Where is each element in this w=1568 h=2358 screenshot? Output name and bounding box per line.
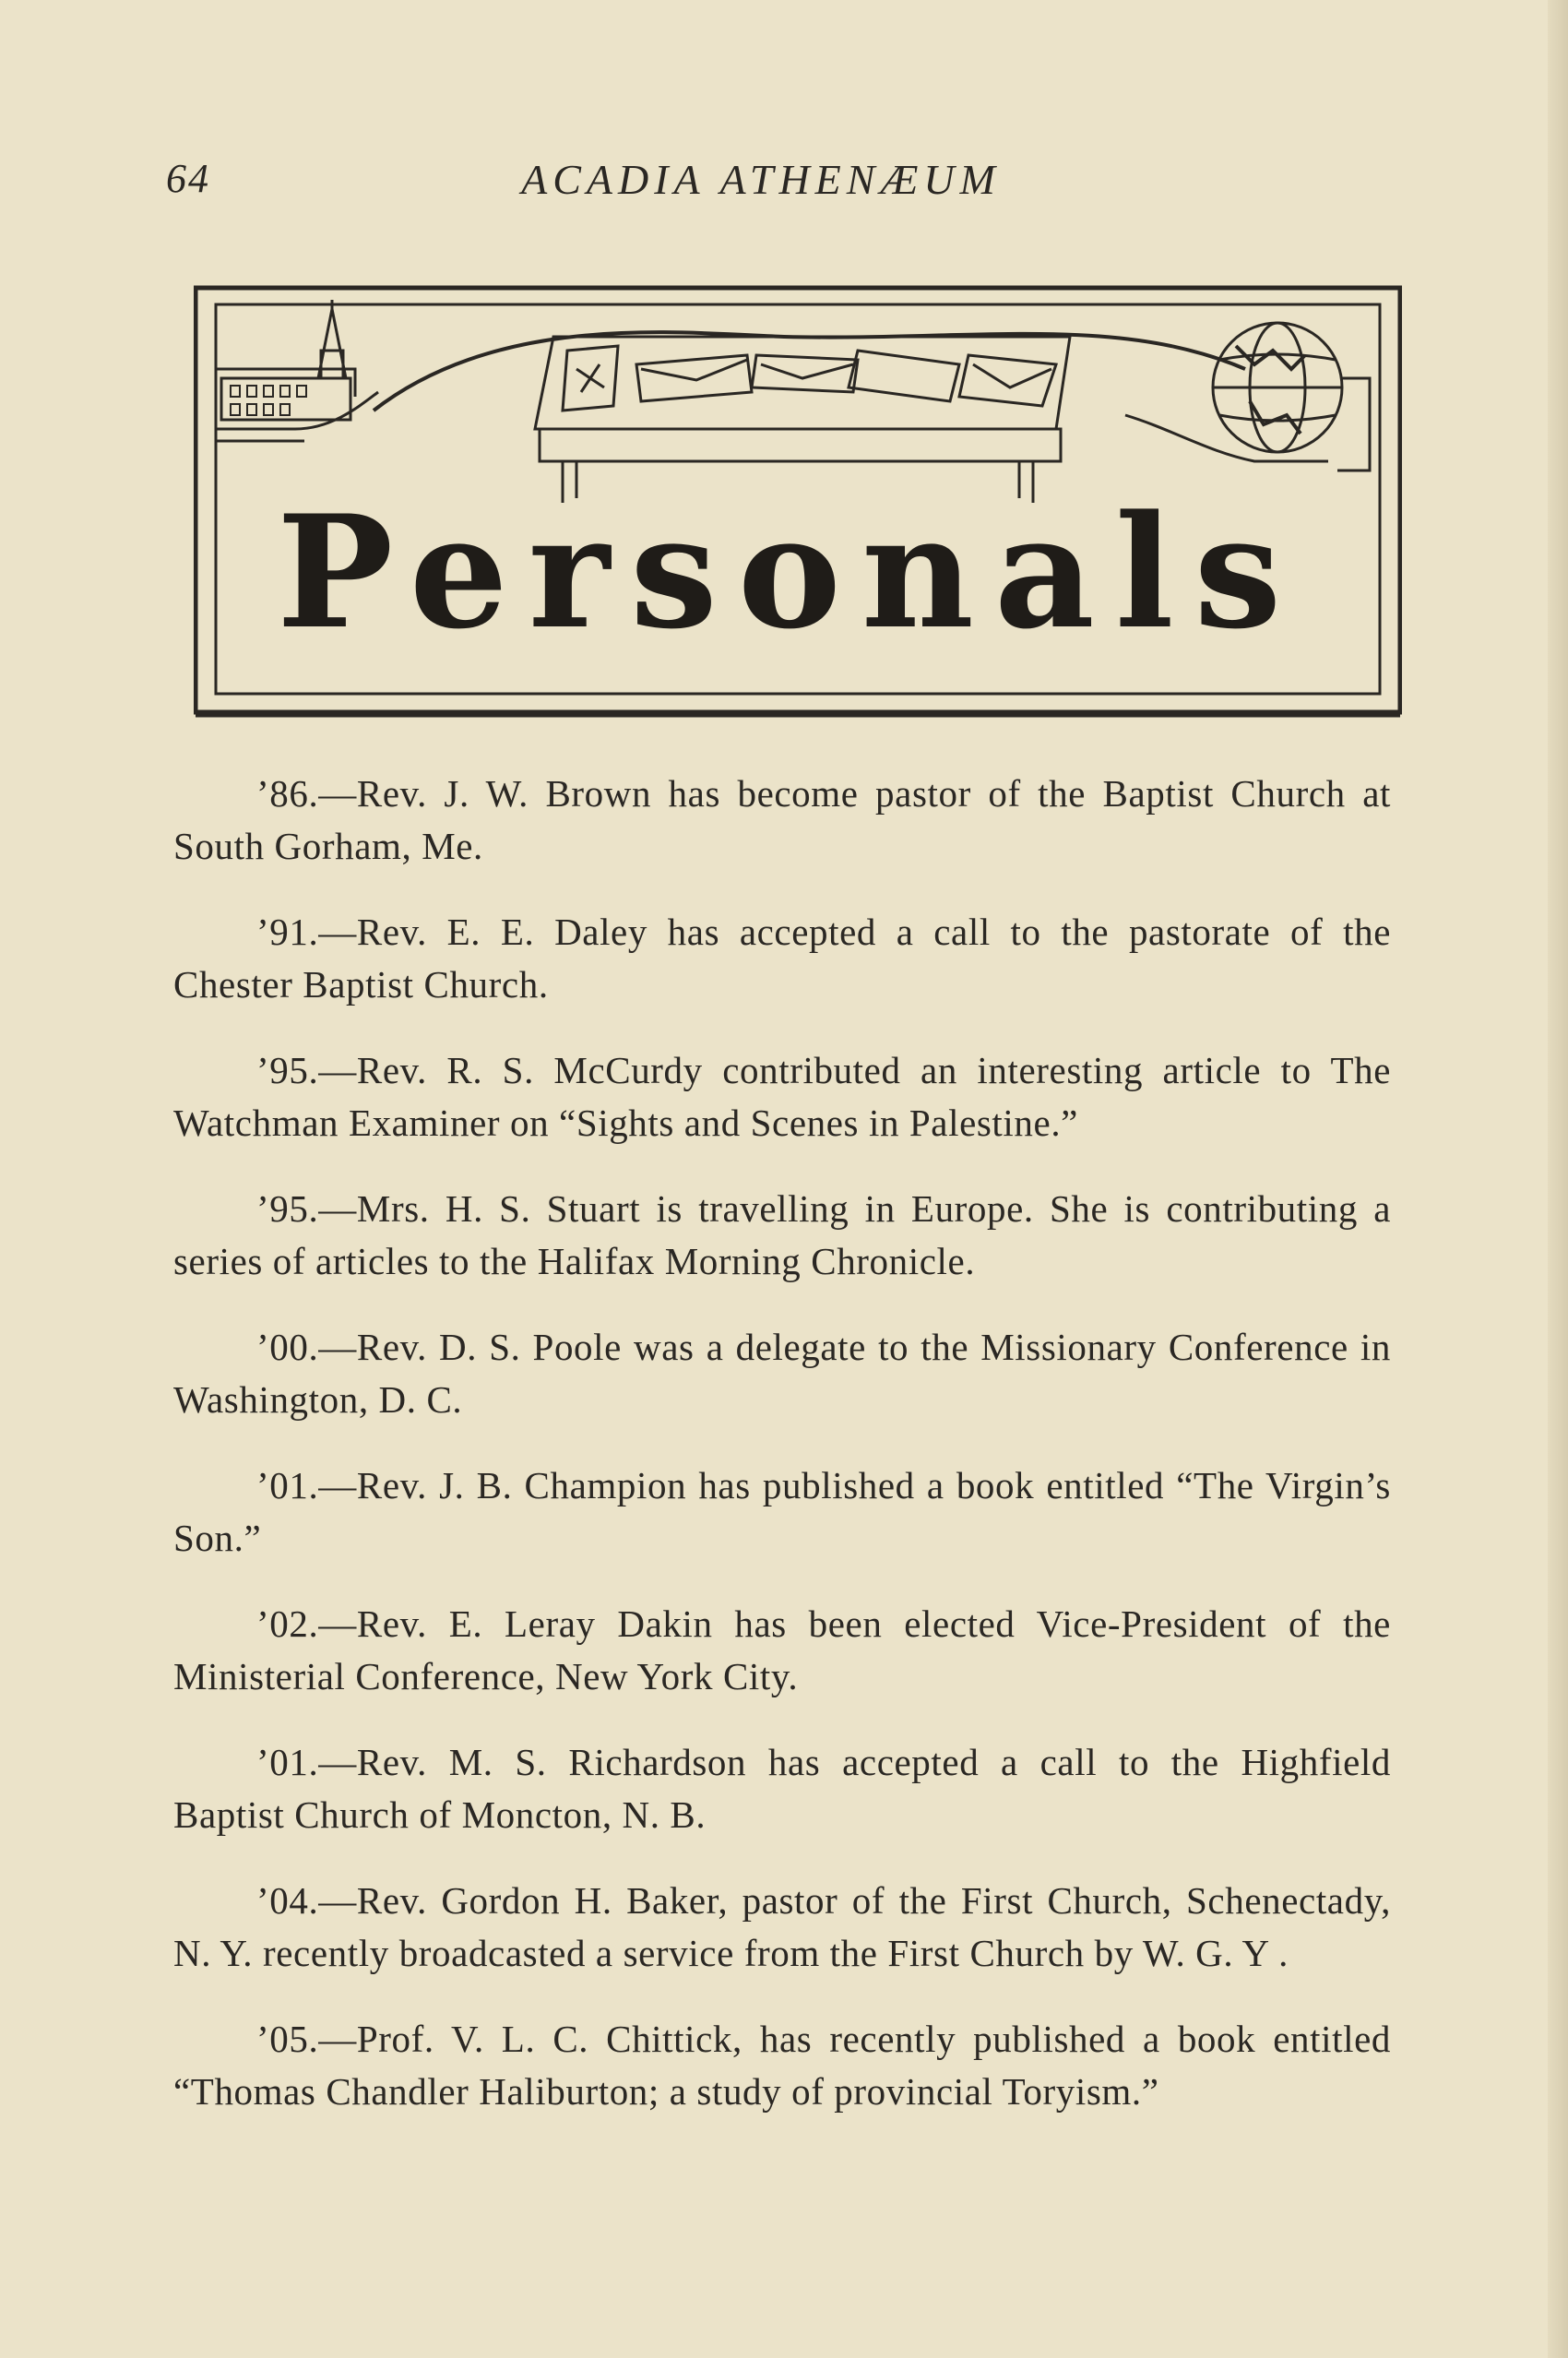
personal-entry: ’00.—Rev. D. S. Poole was a delegate to the Missionary Conference in Washington, D. C. xyxy=(173,1326,1391,1421)
village-church-icon xyxy=(216,300,378,441)
personal-entry: ’05.—Prof. V. L. C. Chittick, has recently published a book entitled “Thomas Chandler Haliburton; a study of provincial Toryism.” xyxy=(173,2018,1391,2113)
page-edge-shadow xyxy=(1548,0,1568,2358)
journal-title: ACADIA ATHENÆUM xyxy=(521,156,1001,203)
personal-entry: ’02.—Rev. E. Leray Dakin has been elected Vice-President of the Ministerial Conference, New York City. xyxy=(173,1602,1391,1697)
personal-entry: ’95.—Mrs. H. S. Stuart is travelling in Europe. She is contributing a series of articles to the Halifax Morning Chronicle. xyxy=(173,1187,1391,1282)
banner-title: Personals xyxy=(277,481,1302,663)
personal-entry: ’95.—Rev. R. S. McCurdy contributed an interesting article to The Watchman Examiner on “Sights and Scenes in Palestine.” xyxy=(173,1049,1391,1144)
page-number: 64 xyxy=(166,156,210,201)
personal-entry: ’91.—Rev. E. E. Daley has accepted a call to the pastorate of the Chester Baptist Church. xyxy=(173,911,1391,1006)
personal-entry: ’86.—Rev. J. W. Brown has become pastor of the Baptist Church at South Gorham, Me. xyxy=(173,772,1391,867)
section-banner xyxy=(194,277,1402,720)
personal-entry: ’01.—Rev. J. B. Champion has published a book entitled “The Virgin’s Son.” xyxy=(173,1464,1391,1559)
personal-entry: ’04.—Rev. Gordon H. Baker, pastor of the First Church, Schenectady, N. Y. recently broadcasted a service from the First Church by W. G. Y . xyxy=(173,1879,1391,1974)
writing-desk-with-letters-icon xyxy=(535,337,1070,503)
running-head xyxy=(166,155,1393,210)
personal-entry: ’01.—Rev. M. S. Richardson has accepted a call to the Highfield Baptist Church of Moncton, N. B. xyxy=(173,1741,1391,1836)
personals-list xyxy=(173,768,1391,2151)
